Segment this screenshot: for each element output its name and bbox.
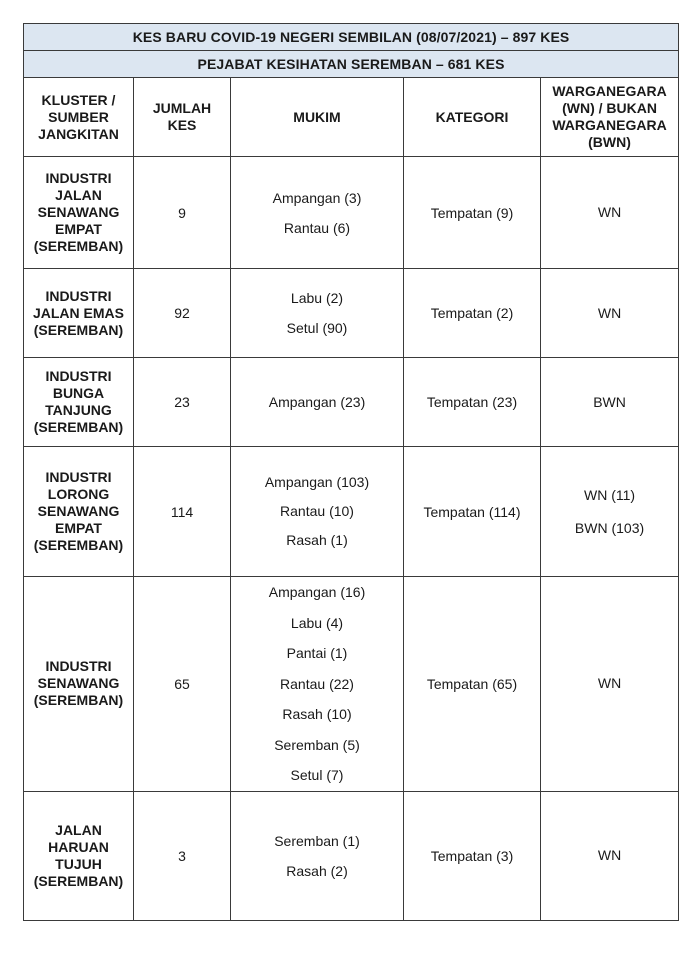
mukim-item: Labu (4) [290, 614, 344, 631]
mukim-cell [231, 447, 404, 577]
mukim-item: Rasah (10) [282, 706, 352, 722]
case-count-cell: 65 [134, 577, 231, 792]
citizenship-cell [541, 447, 679, 577]
mukim-item: Labu (2) [290, 290, 344, 306]
category-cell: Tempatan (23) [404, 358, 541, 447]
mukim-list [231, 468, 403, 555]
cluster-name-cell: INDUSTRI SENAWANG (SEREMBAN) [24, 577, 134, 792]
citizenship-list [541, 479, 678, 545]
table-row [24, 447, 679, 577]
mukim-item: Ampangan (16) [268, 584, 366, 600]
citizenship-list [541, 386, 678, 419]
mukim-list [231, 826, 403, 886]
mukim-item: Rasah (2) [286, 862, 348, 879]
mukim-list [231, 387, 403, 417]
category-cell: Tempatan (65) [404, 577, 541, 792]
citizenship-item: WN [597, 304, 622, 321]
cluster-name-cell: INDUSTRI JALAN EMAS (SEREMBAN) [24, 269, 134, 358]
citizenship-list [541, 667, 678, 700]
table-row [24, 577, 679, 792]
case-count-cell: 23 [134, 358, 231, 447]
cluster-name-cell: INDUSTRI LORONG SENAWANG EMPAT (SEREMBAN) [24, 447, 134, 577]
mukim-item: Seremban (5) [274, 736, 360, 753]
category-cell: Tempatan (9) [404, 157, 541, 269]
header-kluster: KLUSTER / SUMBER JANGKITAN [24, 78, 134, 157]
citizenship-cell [541, 358, 679, 447]
table-row [24, 791, 679, 920]
citizenship-cell [541, 791, 679, 920]
table-subtitle: PEJABAT KESIHATAN SEREMBAN – 681 KES [24, 51, 679, 78]
mukim-item: Setul (7) [290, 767, 344, 783]
mukim-list [231, 183, 403, 243]
header-warganegara: WARGANEGARA (WN) / BUKAN WARGANEGARA (BWN) [541, 78, 679, 157]
mukim-list [231, 577, 403, 791]
category-cell: Tempatan (3) [404, 791, 541, 920]
citizenship-item: BWN [593, 393, 626, 410]
mukim-cell [231, 157, 404, 269]
header-kategori: KATEGORI [404, 78, 541, 157]
citizenship-item: WN [597, 675, 622, 692]
cluster-name-cell: INDUSTRI BUNGA TANJUNG (SEREMBAN) [24, 358, 134, 447]
category-cell: Tempatan (114) [404, 447, 541, 577]
citizenship-item: WN (11) [583, 486, 636, 503]
table-row [24, 157, 679, 269]
citizenship-item: BWN (103) [574, 519, 645, 536]
mukim-cell [231, 577, 404, 792]
cluster-name-cell: INDUSTRI JALAN SENAWANG EMPAT (SEREMBAN) [24, 157, 134, 269]
header-jumlah-kes: JUMLAH KES [134, 78, 231, 157]
mukim-item: Rantau (10) [280, 503, 354, 519]
citizenship-list [541, 839, 678, 872]
citizenship-cell [541, 577, 679, 792]
case-count-cell: 3 [134, 791, 231, 920]
citizenship-item: WN [597, 847, 622, 863]
case-count-cell: 9 [134, 157, 231, 269]
mukim-item: Setul (90) [286, 320, 348, 336]
mukim-item: Rantau (22) [280, 675, 354, 692]
citizenship-list [541, 196, 678, 229]
citizenship-item: WN [597, 204, 622, 220]
header-mukim: MUKIM [231, 78, 404, 157]
mukim-item: Ampangan (103) [264, 474, 370, 490]
table-row [24, 358, 679, 447]
category-cell: Tempatan (2) [404, 269, 541, 358]
cases-table [23, 23, 679, 921]
cluster-name-cell: JALAN HARUAN TUJUH (SEREMBAN) [24, 791, 134, 920]
citizenship-list [541, 297, 678, 330]
citizenship-cell [541, 157, 679, 269]
mukim-cell [231, 791, 404, 920]
mukim-item: Ampangan (3) [272, 189, 362, 206]
table-row [24, 269, 679, 358]
case-count-cell: 92 [134, 269, 231, 358]
mukim-cell [231, 358, 404, 447]
mukim-item: Seremban (1) [274, 832, 360, 849]
citizenship-cell [541, 269, 679, 358]
mukim-item: Rasah (1) [286, 532, 348, 548]
mukim-item: Pantai (1) [286, 645, 348, 661]
case-count-cell: 114 [134, 447, 231, 577]
mukim-list [231, 283, 403, 343]
mukim-item: Ampangan (23) [268, 394, 366, 410]
mukim-item: Rantau (6) [283, 219, 351, 236]
mukim-cell [231, 269, 404, 358]
table-title: KES BARU COVID-19 NEGERI SEMBILAN (08/07/2021) – 897 KES [24, 24, 679, 51]
